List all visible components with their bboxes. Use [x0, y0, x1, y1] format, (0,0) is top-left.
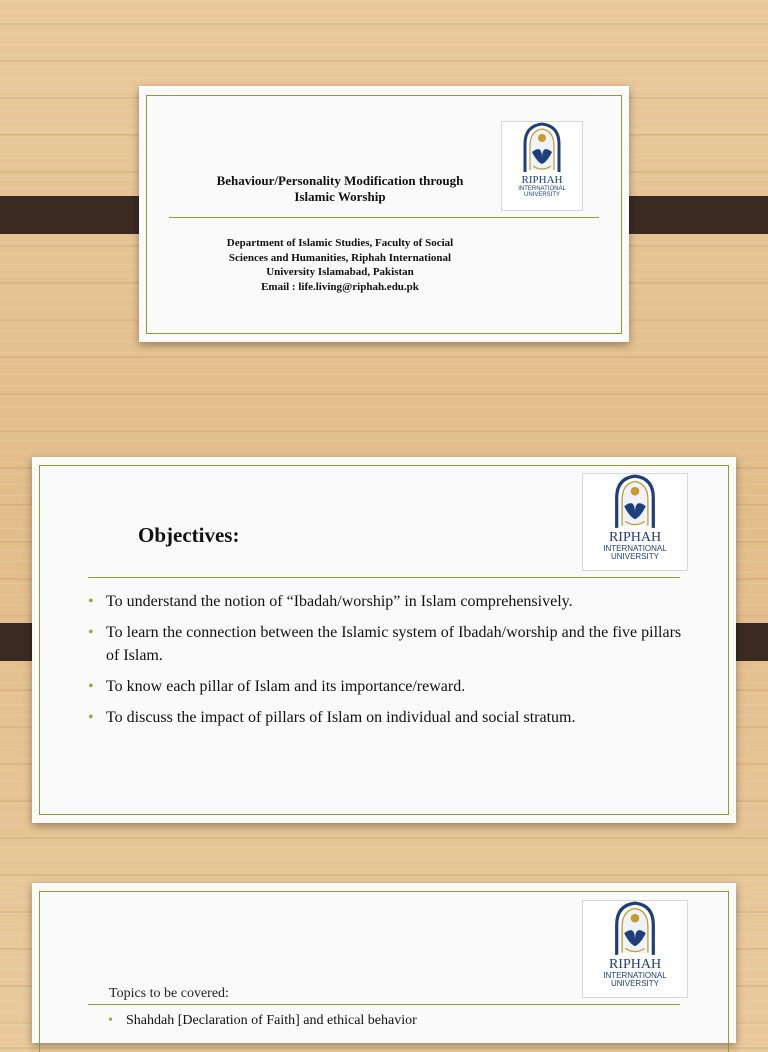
riphah-logo: [501, 121, 583, 211]
topics-list: [108, 1011, 688, 1039]
riphah-emblem-icon: [609, 474, 661, 530]
logo-name: RIPHAH: [521, 174, 563, 186]
email-text: Email : life.living@riphah.edu.pk: [261, 280, 419, 293]
slide-heading: Objectives:: [138, 523, 240, 547]
slide-heading: Topics to be covered:: [109, 986, 229, 1001]
slide-title-text: Behaviour/Personality Modification through Islamic Worship: [216, 173, 464, 204]
riphah-emblem-icon: [519, 122, 565, 174]
bullet-icon: •: [88, 709, 94, 726]
objectives-list: [88, 590, 688, 737]
logo-sub: INTERNATIONAL UNIVERSITY: [518, 186, 566, 199]
objective-item-text: To discuss the impact of pillars of Islam on individual and social stratum.: [106, 709, 576, 726]
riphah-logo: [582, 473, 688, 571]
objective-item-text: To know each pillar of Islam and its importance/reward.: [106, 678, 466, 695]
slide-title[interactable]: [139, 86, 629, 342]
bullet-icon: •: [88, 678, 94, 695]
bullet-icon: •: [88, 624, 94, 641]
objective-item-text: To learn the connection between the Islamic system of Ibadah/worship and the five pillars of Islam.: [106, 624, 682, 664]
decor-bar-left-1: [0, 196, 156, 234]
objective-item: [88, 621, 688, 667]
decor-bar-right-1: [613, 196, 768, 234]
logo-sub: INTERNATIONAL UNIVERSITY: [603, 971, 667, 989]
logo-sub: INTERNATIONAL UNIVERSITY: [603, 544, 667, 562]
topic-item: [108, 1011, 688, 1031]
slide-objectives[interactable]: [32, 457, 736, 823]
logo-name: RIPHAH: [608, 530, 662, 545]
objective-item-text: To understand the notion of “Ibadah/worship” in Islam comprehensively.: [106, 593, 573, 610]
department-info: Department of Islamic Studies, Faculty of Social Sciences and Humanities, Riphah International University Islamabad, Pakistan Email : life.living@riphah.edu.pk: [179, 236, 501, 294]
objective-item: [88, 590, 688, 613]
bullet-icon: •: [108, 1013, 113, 1028]
logo-name: RIPHAH: [608, 957, 662, 972]
objective-item: [88, 675, 688, 698]
bullet-icon: •: [88, 593, 94, 610]
heading-divider: [88, 1004, 680, 1005]
topic-item-text: Shahdah [Declaration of Faith] and ethical behavior: [126, 1013, 417, 1028]
heading-divider: [88, 577, 680, 578]
slide-topics[interactable]: [32, 883, 736, 1043]
riphah-logo: [582, 900, 688, 998]
objective-item: [88, 706, 688, 729]
title-divider: [169, 217, 599, 218]
riphah-emblem-icon: [609, 901, 661, 957]
